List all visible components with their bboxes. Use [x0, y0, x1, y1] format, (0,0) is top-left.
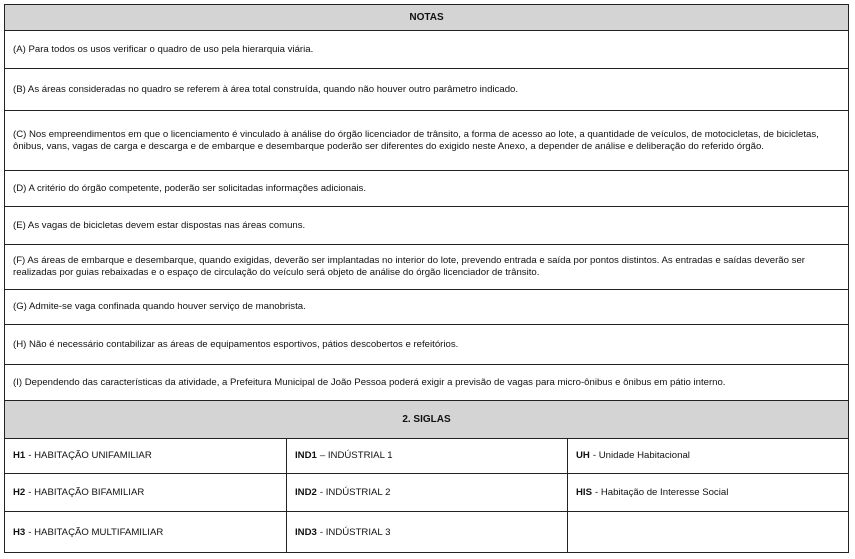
note-text: (H) Não é necessário contabilizar as áreas de equipamentos esportivos, pátios descobertos e refeitórios. — [13, 338, 459, 350]
note-b — [5, 69, 848, 111]
sigla-code: H1 — [13, 450, 26, 461]
sigla-code: UH — [576, 450, 590, 461]
sigla-code: H2 — [13, 487, 26, 498]
notas-title: NOTAS — [409, 12, 444, 23]
note-text: (F) As áreas de embarque e desembarque, quando exigidas, deverão ser implantadas no interior do lote, prevendo entrada e saída por pontos distintos. As entradas e saídas deverão ser realizadas por guias rebaixadas e o espaço de circulação do veículo será objeto de análise do órgão licenciador de trânsito. — [13, 255, 805, 278]
sigla-desc: - INDÚSTRIAL 3 — [319, 526, 391, 538]
sigla-cell — [287, 512, 568, 552]
note-e — [5, 207, 848, 245]
sigla-cell-empty — [568, 512, 848, 552]
note-d — [5, 171, 848, 207]
sigla-cell — [5, 512, 287, 552]
sigla-desc: - HABITAÇÃO BIFAMILIAR — [28, 487, 145, 498]
note-text: (G) Admite-se vaga confinada quando houver serviço de manobrista. — [13, 301, 306, 312]
sigla-code: IND1 — [295, 450, 317, 461]
sigla-desc: - INDÚSTRIAL 2 — [319, 487, 391, 498]
sigla-desc: - Unidade Habitacional — [592, 450, 690, 461]
note-text: (D) A critério do órgão competente, poderão ser solicitadas informações adicionais. — [13, 182, 367, 194]
note-a — [5, 31, 848, 69]
note-f — [5, 245, 848, 290]
sigla-desc: - HABITAÇÃO MULTIFAMILIAR — [28, 526, 164, 538]
sigla-cell — [5, 438, 287, 474]
note-c — [5, 111, 848, 171]
sigla-code: HIS — [576, 487, 592, 498]
sigla-cell — [287, 474, 568, 512]
sigla-cell — [5, 474, 287, 512]
sigla-code: IND2 — [295, 487, 317, 498]
siglas-title: 2. SIGLAS — [402, 414, 451, 425]
note-text: (B) As áreas consideradas no quadro se referem à área total construída, quando não houver outro parâmetro indicado. — [13, 83, 519, 95]
note-i — [5, 365, 848, 401]
note-text: (C) Nos empreendimentos em que o licenciamento é vinculado à análise do órgão licenciador de trânsito, a forma de acesso ao lote, a quantidade de veículos, de motocicletas, de bicicletas, ônibus, vans, vagas de carga e descarga e de embarque e desembarque poderão ser diferentes do exigido neste Anexo, a depender de análise e deliberação do referido órgão. — [13, 128, 819, 152]
siglas-grid — [5, 438, 848, 552]
note-text: (E) As vagas de bicicletas devem estar dispostas nas áreas comuns. — [13, 219, 306, 231]
sigla-cell — [568, 474, 848, 512]
note-h — [5, 325, 848, 365]
note-text: (I) Dependendo das características da atividade, a Prefeitura Municipal de João Pessoa poderá exigir a previsão de vagas para micro-ônibus e ônibus em pátio interno. — [13, 376, 726, 388]
sigla-desc: – INDÚSTRIAL 1 — [319, 450, 393, 461]
notes-table — [4, 4, 849, 553]
sigla-cell — [568, 438, 848, 474]
note-g — [5, 290, 848, 325]
sigla-cell — [287, 438, 568, 474]
sigla-code: IND3 — [295, 526, 317, 538]
sigla-code: H3 — [13, 526, 26, 538]
notas-header — [5, 5, 848, 31]
sigla-desc: - HABITAÇÃO UNIFAMILIAR — [28, 450, 152, 461]
note-text: (A) Para todos os usos verificar o quadro de uso pela hierarquia viária. — [13, 43, 314, 55]
siglas-header — [5, 401, 848, 439]
sigla-desc: - Habitação de Interesse Social — [595, 487, 729, 498]
